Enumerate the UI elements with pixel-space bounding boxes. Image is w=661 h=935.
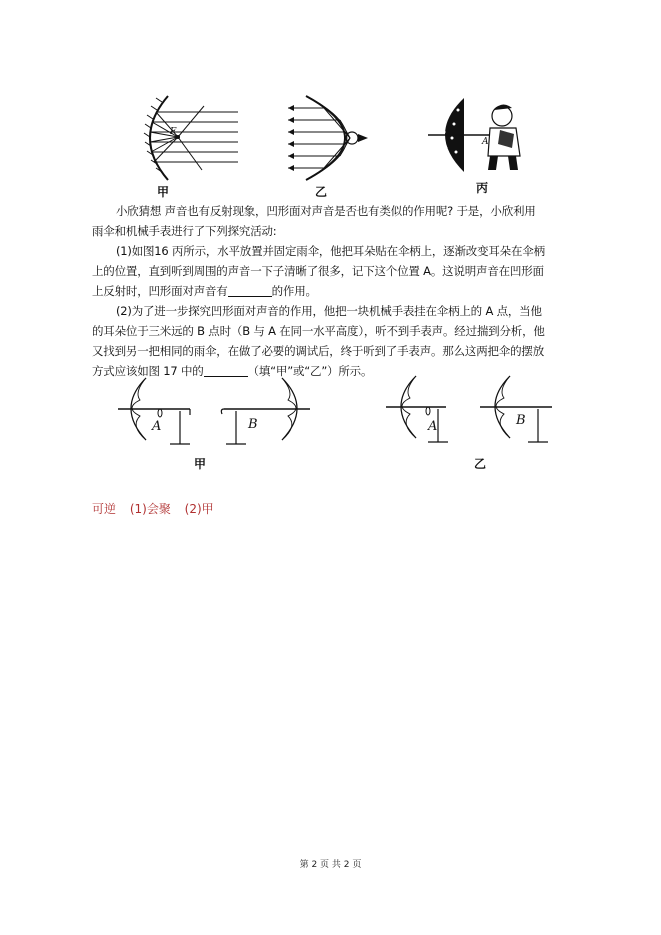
umbrella-jia-label-a: A <box>152 419 162 434</box>
part2-line-4a: 方式应该如图 17 中的 <box>92 364 204 378</box>
part1-line-2: 上的位置，直到听到周围的声音一下子清晰了很多，记下这个位置 A。这说明声音在凹形面 <box>92 264 544 278</box>
part1-line-1: (1)如图16 丙所示，水平放置并固定雨伞，他把耳朵贴在伞柄上，逐渐改变耳朵在伞柄 <box>116 244 545 258</box>
umbrella-listening-diagram <box>424 94 540 176</box>
part2-line-4b: （填“甲”或“乙”）所示。 <box>247 364 373 378</box>
umbrella-jia-label-b: B <box>248 417 258 432</box>
intro-line-2: 雨伞和机械手表进行了下列探究活动: <box>92 224 277 238</box>
focus-label: F <box>170 127 177 137</box>
label-yi-top: 乙 <box>314 185 327 199</box>
answer-part1: (1)会聚 <box>129 502 171 516</box>
question-text <box>92 201 574 381</box>
figure-umbrella-yi <box>380 370 560 450</box>
umbrella-yi-label-b: B <box>516 413 526 428</box>
label-bing-top: 丙 <box>475 181 488 195</box>
part1-line-3a: 上反射时，凹形面对声音有 <box>92 284 228 298</box>
intro-line-1: 小欣猜想 声音也有反射现象，凹形面对声音是否也有类似的作用呢? 于是，小欣利用 <box>116 204 536 218</box>
umbrella-pair-jia <box>112 370 317 450</box>
figure-top-yi <box>284 92 384 184</box>
umbrella-pair-yi <box>380 370 560 450</box>
answer-line <box>92 500 224 517</box>
umbrella-yi-label-a: A <box>428 419 438 434</box>
parabolic-reflector-diagram <box>284 92 384 184</box>
point-a-label: A <box>482 137 489 147</box>
concave-mirror-diagram <box>130 92 240 184</box>
page-footer: 第 2 页 共 2 页 <box>299 860 362 870</box>
answer-part2: (2)甲 <box>184 502 214 516</box>
figure-top-bing <box>424 94 540 176</box>
answer-part0: 可逆 <box>92 502 117 516</box>
caption-yi: 乙 <box>473 457 486 471</box>
answer-blank-1[interactable] <box>228 284 272 297</box>
figure-umbrella-jia <box>112 370 317 450</box>
figure-top-jia <box>130 92 240 184</box>
caption-jia: 甲 <box>193 457 206 471</box>
part1-line-3b: 的作用。 <box>271 284 317 298</box>
part2-line-2: 的耳朵位于三米远的 B 点时（B 与 A 在同一水平高度），听不到手表声。经过揣到分析，他 <box>92 324 545 338</box>
part2-line-3: 又找到另一把相同的雨伞，在做了必要的调试后，终于听到了手表声。那么这两把伞的摆放 <box>92 344 544 358</box>
part2-line-1: (2)为了进一步探究凹形面对声音的作用，他把一块机械手表挂在伞柄上的 A 点，当他 <box>116 304 542 318</box>
part1-line-3 <box>92 281 574 301</box>
label-jia-top: 甲 <box>156 185 169 199</box>
